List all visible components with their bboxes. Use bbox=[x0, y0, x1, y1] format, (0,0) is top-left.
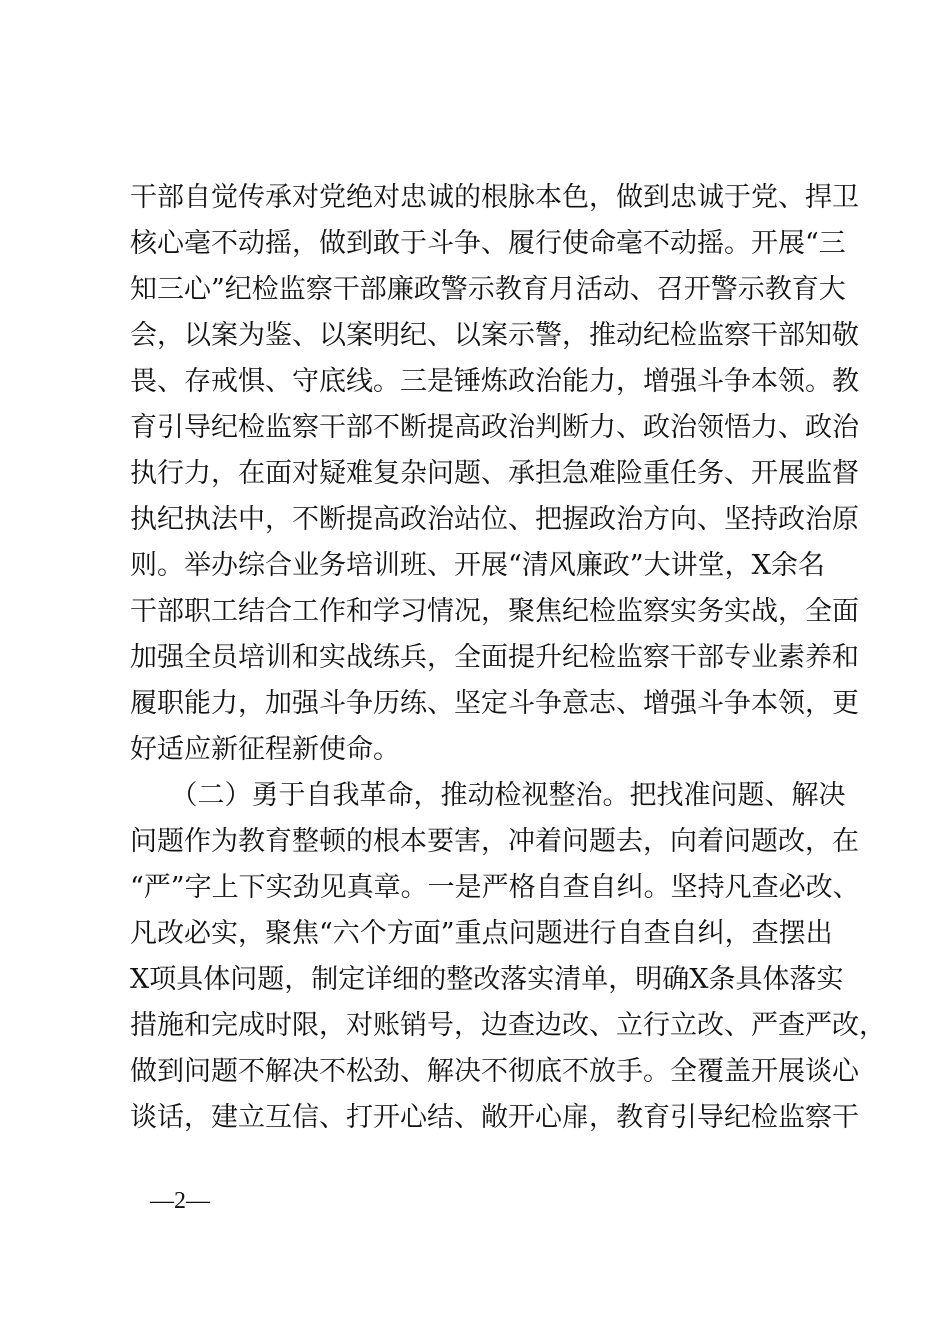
page-number: —2— bbox=[150, 1188, 210, 1214]
text-line: X项具体问题，制定详细的整改落实清单，明确X条具体落实 bbox=[130, 964, 844, 995]
text-line: 干部职工结合工作和学习情况，聚焦纪检监察实务实战，全面 bbox=[130, 596, 859, 627]
section-heading-line: （二）勇于自我革命，推动检视整治。把找准问题、解决 bbox=[130, 780, 846, 811]
text-line: 育引导纪检监察干部不断提高政治判断力、政治领悟力、政治 bbox=[130, 412, 859, 443]
text-line: 凡改必实，聚焦“六个方面”重点问题进行自查自纠，查摆出 bbox=[130, 918, 833, 949]
text-line: 畏、存戒惧、守底线。三是锤炼政治能力，增强斗争本领。教 bbox=[130, 366, 859, 397]
text-line: 执纪执法中，不断提高政治站位、把握政治方向、坚持政治原 bbox=[130, 504, 859, 535]
text-line: 履职能力，加强斗争历练、坚定斗争意志、增强斗争本领，更 bbox=[130, 688, 859, 719]
text-line: 干部自觉传承对党绝对忠诚的根脉本色，做到忠诚于党、捍卫 bbox=[130, 182, 859, 213]
text-line: 知三心”纪检监察干部廉政警示教育月活动、召开警示教育大 bbox=[130, 274, 846, 305]
text-line: 会，以案为鉴、以案明纪、以案示警，推动纪检监察干部知敬 bbox=[130, 320, 859, 351]
text-line: 措施和完成时限，对账销号，边查边改、立行立改、严查严改， bbox=[130, 1010, 886, 1041]
text-line: 则。举办综合业务培训班、开展“清风廉政”大讲堂，X余名 bbox=[130, 550, 825, 581]
text-line: 核心毫不动摇，做到敢于斗争、履行使命毫不动摇。开展“三 bbox=[130, 228, 846, 259]
text-line: 加强全员培训和实战练兵，全面提升纪检监察干部专业素养和 bbox=[130, 642, 859, 673]
text-line: 执行力，在面对疑难复杂问题、承担急难险重任务、开展监督 bbox=[130, 458, 859, 489]
text-line: “严”字上下实劲见真章。一是严格自查自纠。坚持凡查必改、 bbox=[130, 872, 860, 903]
text-line: 做到问题不解决不松劲、解决不彻底不放手。全覆盖开展谈心 bbox=[130, 1056, 859, 1087]
text-line: 谈话，建立互信、打开心结、敞开心扉，教育引导纪检监察干 bbox=[130, 1102, 859, 1133]
body-text bbox=[130, 175, 886, 1141]
text-line: 问题作为教育整顿的根本要害，冲着问题去，向着问题改，在 bbox=[130, 826, 859, 857]
text-line: 好适应新征程新使命。 bbox=[130, 734, 400, 765]
